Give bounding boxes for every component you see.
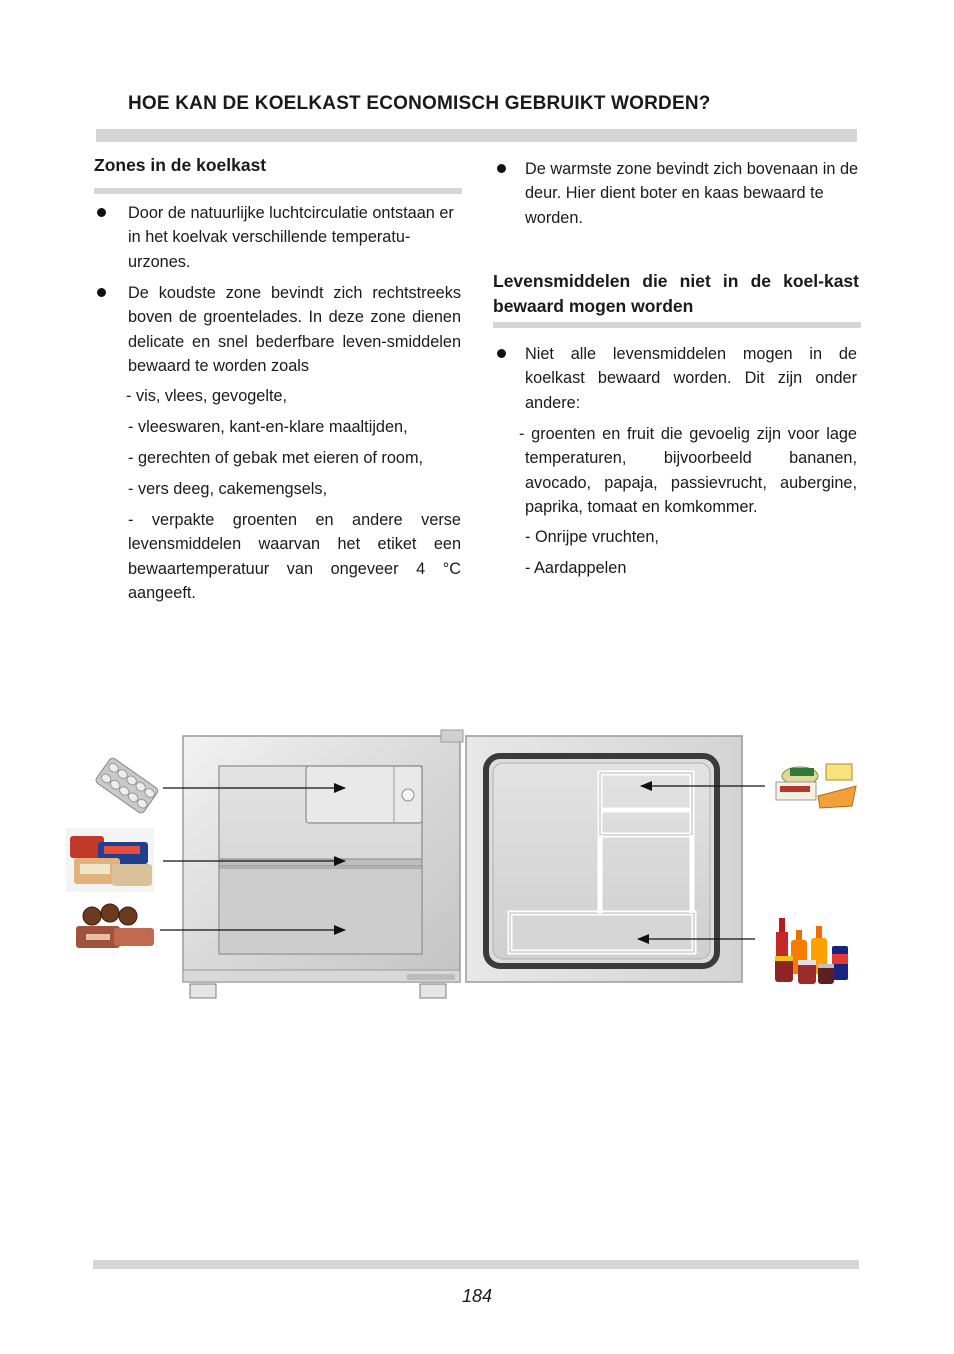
list-item: - vleeswaren, kant-en-klare maaltijden, xyxy=(128,418,408,436)
section-heading-zones: Zones in de koelkast xyxy=(94,155,267,175)
page-title: HOE KAN DE KOELKAST ECONOMISCH GEBRUIKT WORDEN? xyxy=(128,93,711,114)
list-item: - vis, vlees, gevogelte, xyxy=(126,387,288,405)
bottles-jars-icon xyxy=(770,914,854,992)
fridge-cabinet xyxy=(183,730,463,998)
section-heading-not-in-fridge: Levensmiddelen die niet in de koel-kast bewaard mogen worden xyxy=(493,271,859,316)
list-item: - verpakte groenten en andere verse levensmiddelen waarvan het etiket een bewaartemperatuur van ongeveer 4 °C aangeeft. xyxy=(128,511,461,603)
list-item: - gerechten of gebak met eieren of room, xyxy=(128,449,424,467)
bullet-text: Door de natuurlijke luchtcirculatie ontstaan er in het koelvak verschillende temperatu-urzones. xyxy=(128,204,454,271)
page-number: 184 xyxy=(462,1286,493,1306)
list-item: - Aardappelen xyxy=(525,559,627,577)
list-item: - groenten en fruit die gevoelig zijn voor lage temperaturen, bijvoorbeeld bananen, avocado, papaja, passievrucht, aubergine, paprika, tomaat en komkommer. xyxy=(519,425,857,517)
bullet-text: De warmste zone bevindt zich bovenaan in de deur. Hier dient boter en kaas bewaard te worden. xyxy=(525,160,859,227)
footer-rule xyxy=(93,1260,859,1269)
bullet-text: Niet alle levensmiddelen mogen in de koelkast bewaard worden. Dit zijn onder andere: xyxy=(525,345,857,412)
list-item: - Onrijpe vruchten, xyxy=(525,528,659,546)
eggs-icon xyxy=(94,757,159,815)
fridge-door xyxy=(466,736,742,982)
butter-cheese-icon xyxy=(772,754,858,810)
bullet-text: De koudste zone bevindt zich rechtstreeks boven de groentelades. In deze zone dienen delicate en snel bederfbare leven-smiddelen bewaard te worden zoals xyxy=(128,284,461,376)
list-item: - vers deeg, cakemengsels, xyxy=(128,480,328,498)
ready-meals-icon xyxy=(66,828,154,892)
meat-icon xyxy=(72,904,158,954)
